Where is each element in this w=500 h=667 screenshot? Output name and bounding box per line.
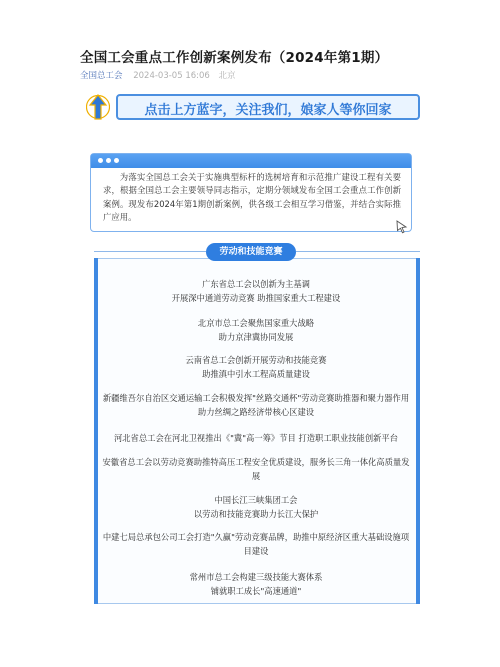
list-item-line: 安徽省总工会以劳动竞赛助推特高压工程安全优质建设，服务长三角一体化高质量发展 [102, 457, 410, 481]
list-item-line: 北京市总工会聚焦国家重大战略 [197, 318, 315, 328]
follow-banner[interactable] [80, 92, 422, 124]
banner-box [116, 94, 420, 120]
list-item-line: 开展深中通道劳动竞赛 助推国家重大工程建设 [171, 293, 341, 303]
section-border-left [94, 258, 98, 604]
cursor-icon [396, 220, 408, 234]
list-item-line: 广东省总工会以创新为主基调 [202, 279, 310, 289]
divider [94, 251, 206, 252]
banner-text: 点击上方蓝字，关注我们，娘家人等你回家 [144, 103, 392, 118]
author-link[interactable]: 全国总工会 [80, 71, 123, 81]
section-tab: 劳动和技能竞赛 [206, 243, 296, 261]
list-item-line: 中国长江三峡集团工会 [214, 495, 298, 505]
publish-location: 北京 [218, 71, 236, 81]
publish-date: 2024-03-05 16:06 [133, 71, 210, 81]
dot-icon [98, 158, 103, 163]
list-item-line: 河北省总工会在河北卫视推出《"冀"高一筹》节目 打造职工职业技能创新平台 [113, 433, 399, 443]
dot-icon [106, 158, 111, 163]
intro-text: 为落实全国总工会关于实施典型标杆的选树培育和示范推广建设工程有关要求，根据全国总工会主要领导同志指示，定期分领域发布全国工会重点工作创新案例。现发布2024年第1期创新案例，供各级工会相互学习借鉴，并结合实际推广应用。 [103, 172, 401, 223]
list-item-line: 云南省总工会创新开展劳动和技能竞赛 [185, 355, 327, 365]
list-item[interactable] [100, 277, 412, 305]
list-item[interactable] [100, 530, 412, 558]
list-item-line: 中建七局总承包公司工会打造"久赢"劳动竞赛品牌，助推中原经济区重大基础设施项目建设 [102, 532, 410, 556]
list-item-line: 助推滇中引水工程高质量建设 [202, 369, 310, 379]
list-item[interactable] [100, 570, 412, 598]
article-meta [80, 69, 236, 81]
section-border-right [416, 258, 420, 604]
list-item-line: 以劳动和技能竞赛助力长江大保护 [193, 509, 319, 519]
list-item-line: 助力京津冀协同发展 [218, 332, 294, 342]
list-item-line: 铺就职工成长"高速通道" [210, 586, 302, 596]
page-title: 全国工会重点工作创新案例发布（2024年第1期） [80, 50, 389, 66]
divider [296, 251, 420, 252]
list-item[interactable] [100, 353, 412, 381]
list-item-line: 助力丝绸之路经济带核心区建设 [197, 407, 315, 417]
list-item[interactable] [100, 316, 412, 344]
list-item-line: 常州市总工会构建三级技能大赛体系 [189, 572, 323, 582]
intro-card [90, 153, 412, 232]
dot-icon [114, 158, 119, 163]
list-item[interactable] [100, 391, 412, 419]
list-item-line: 新疆维吾尔自治区交通运输工会积极发挥"丝路交通杯"劳动竞赛助推器和聚力器作用 [102, 393, 410, 403]
card-header [91, 154, 411, 168]
up-arrow-icon [86, 92, 110, 122]
list-item[interactable] [100, 431, 412, 445]
list-item[interactable] [100, 455, 412, 483]
list-item[interactable] [100, 493, 412, 521]
